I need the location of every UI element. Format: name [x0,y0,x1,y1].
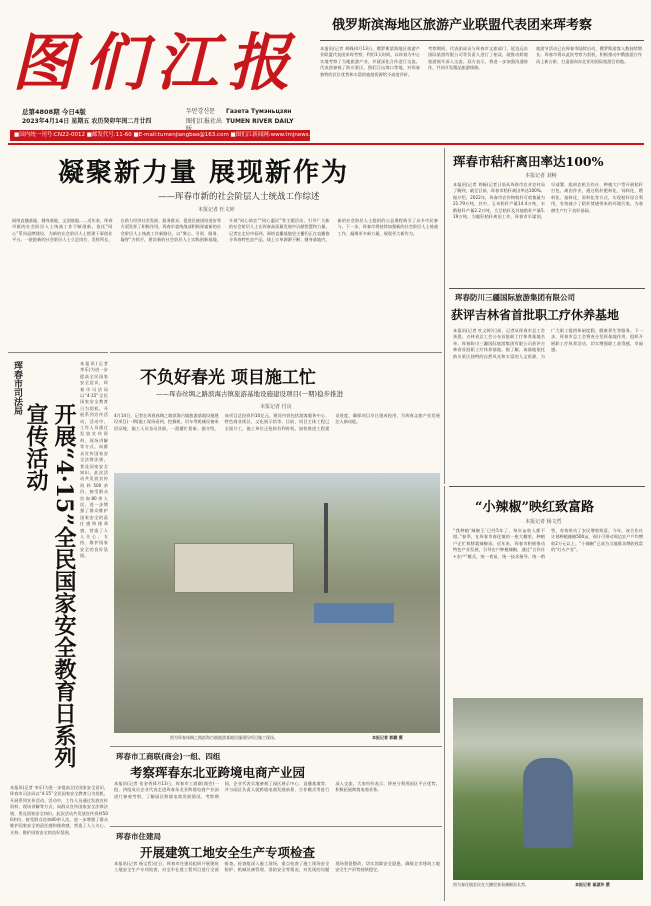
bottom-story-1 [110,746,442,826]
photo-building-frame [174,543,294,593]
name-english: TUMEN RIVER DAILY [226,118,294,125]
construction-site-photo [114,473,440,733]
bottom-story-2-body: 本报讯(记者 杨文哲)近日，珲春市住建局组织开展建筑工地安全生产专项检查，对全市在建工程项目进行全面排查。检查组深入施工现场，重点检查了施工现场安全防护、机械设备管理、消防安全等情况，对发现的问题现场督促整改，切实消除安全隐患，确保全市建筑工地安全生产形势持续稳定。 [114,861,440,873]
top-story [318,6,646,140]
bottom-story-2-headline: 开展建筑工地安全生产专项检查 [140,845,316,860]
bottom-story-1-kicker: 珲春市工商联(商会)一组、四组 [116,752,221,761]
main-story-body: 网络直播基地、健身基地、文创基地……近年来，珲春市新的社会阶层人士统战工作不断创新，依托“同心”系列品牌建设，为新的社会阶层人士搭建干事创业平台。一批批新的社会阶层人士立足岗位、发挥所长，在助力经济社会发展、服务群众、促进民族团结进步等方面发挥了积极作用。珲春市委统战部积极探索新的社会阶层人士统战工作新路径，以“聚心、引领、服务、凝智”为抓手，建设新的社会阶层人士实践创新基地，开展“同心助农”“同心惠民”等主题活动，引导广大新的社会阶层人士在珲春高质量发展中贡献智慧和力量。记者在走访中看到，网络直播基地里主播们正在直播推介珲春特色农产品，线上订单源源不断；健身基地内，新的社会阶层人士组织的公益课程吸引了众多市民参与。下一步，珲春市将持续加强新的社会阶层人士统战工作，凝聚更多新力量，展现更大新作为。 [12,218,439,243]
right-story-2-headline: 获评吉林省首批职工疗休养基地 [451,308,620,322]
issue-number: 总第4808期 今日4版 [22,108,86,116]
masthead-info-bar: ■国内统一刊号:CN22-0012 ■邮发代号:11-60 ■E-mail:tumenjiangbao@163.com ■图们江新闻网:www.tmjnews.net [10,130,310,141]
left-column-story [8,352,108,901]
right-story-2-kicker: 珲春防川三疆国际旅游集团有限公司 [455,293,575,302]
bottom-story-1-headline: 考察珲春东北亚跨境电商产业园 [130,765,306,780]
right-story-2-body: 本报讯(记者 杜文婷)日前，记者从珲春市总工会获悉，吉林省总工会公布首批职工疗休养基地名单，珲春防川三疆国际旅游集团有限公司获评吉林省首批职工疗休养基地。据了解，该基地依托防川景区独特的自然风光和丰富的人文资源，为广大职工提供休闲度假、健康养生等服务。下一步，珲春市总工会将充分发挥基地作用，组织开展职工疗休养活动，切实增强职工获得感、幸福感。 [453,328,643,359]
left-column-body: 本报讯(记者 李乐)为进一步提高全民国家安全意识，珲春市司法局以“4·15”全民国家安全教育日为契机，开展系列宣传活动。活动中，工作人员通过发放宣传资料、现场讲解等方式，向群众宣传国家安全法律法规，普及国家安全知识。此次活动共发放宣传资料500余份，接受群众咨询80余人次，进一步增强了群众维护国家安全的责任感和使命感，营造了人人关心、支持、维护国家安全的良好氛围。 [80,361,108,559]
top-story-col3: 旅游节活动已在珲春市陆续启动，俄罗斯游客人数持续增长。珲春市将以此次考察为契机，积极推动中俄旅游合作再上新台阶，打造面向东北亚的国际旅游目的地。 [536,46,642,64]
feature-caption: 图为珲春丝绸之路滨海古镇旅游基地设施建设项目施工现场。 [170,735,278,740]
masthead [0,0,311,138]
masthead-title: 图们江报 [12,26,301,99]
right-story-3 [444,486,644,901]
feature-author: 本报记者 付良 [260,404,292,410]
left-vertical-kicker: 珲春市司法局 [12,361,22,415]
top-story-col1: 本报讯(记者 胡峰)4月13日，俄罗斯滨海地区旅游产业联盟代表团来珲考察，利用1天时间，以珲春为中心实地考察了当地旅游产业，并就深化合作进行交流。代表团参观了防川景区、图们江出海口等地，对珲春独特的区位优势和丰富的旅游资源给予高度评价。 [320,46,420,77]
main-story [8,148,440,348]
top-story-headline: 俄罗斯滨海地区旅游产业联盟代表团来珲考察 [332,18,593,33]
photo-roof-blue [314,603,394,623]
feature-body: 4月14日，记者在珲春丝绸之路滨海古镇旅游基地设施建设项目(一期)施工现场看到，挖掘机、吊车等机械设备来回穿梭，施工人员各司其职，一派繁忙景象。据介绍，该项目总投资约10亿元，建设内容包括游客服务中心、特色商业街区、文化展示馆等。目前，项目主体工程已全面开工，施工单位正抢抓有利时机，加快推进工程建设进度，确保项目早日建成投用，为珲春文旅产业发展注入新动能。 [114,413,440,431]
main-story-subhead: ——珲春市新的社会阶层人士统战工作综述 [158,192,320,202]
left-vertical-headline: 开展“4·15”全民国家安全教育日系列宣传活动 [23,403,77,768]
right-story-3-body: “我种植‘辣椒王’已经5年了，每年亩收入都不错。”春季，在珲春市春化镇的一座大棚里，种植户正忙着移栽辣椒苗。近年来，珲春市积极推动特色产业发展，引导农户种植辣椒，通过“合作社+农户”模式，统一育苗、统一技术指导、统一销售，有效带动了农民增收致富。今年，该合作社计划种植辣椒500亩，预计可带动周边农户户均增收2万元以上。“小辣椒”已成为当地群众增收致富的“红火产业”。 [453,528,643,559]
name-korean: 두만강신문 [186,108,215,115]
right-story-3-photo-credit: 本报记者 崔淑玲 摄 [575,882,610,887]
publisher: 图们江报社出 [186,118,223,125]
divider [449,288,645,289]
right-story-1 [444,148,644,288]
issue-date: 2023年4月14日 星期五 农历癸卯年闰二月廿四 [22,118,152,125]
right-story-2 [444,288,644,484]
bottom-story-2-kicker: 珲春市住建局 [116,832,161,841]
divider [320,40,644,41]
photo-crane [324,503,328,593]
main-story-headline: 凝聚新力量 展现新作为 [58,158,350,188]
bottom-story-1-body: 本报讯(记者 张金秀)4月13日，珲春市工商联(商会)一组、四组成员企业代表走进珲春东北亚跨境电商产业园进行参观考察，了解园区跨境电商发展情况。考察期间，企业代表实地参观了园区展示中心、直播基地等，并与园区负责人就跨境电商发展前景、合作模式等进行深入交流。大家纷纷表示，将充分利用园区平台优势，积极拓展跨境电商业务。 [114,781,440,799]
divider [449,486,645,487]
left-column-body-continued: 本报讯(记者 李乐)为进一步提高全民国家安全意识，珲春市司法局以“4·15”全民国家安全教育日为契机，开展系列宣传活动。活动中，工作人员通过发放宣传资料、现场讲解等方式，向群众宣传国家安全法律法规，普及国家安全知识。此次活动共发放宣传资料500余份，接受群众咨询80余人次，进一步增强了群众维护国家安全的责任感和使命感，营造了人人关心、支持、维护国家安全的良好氛围。 [10,785,108,835]
right-story-1-headline: 珲春市秸秆离田率达100% [453,154,604,169]
feature-photo-credit: 本报记者 郭鹏 摄 [372,735,403,740]
right-story-3-caption: 图为春化镇农民在大棚里查看辣椒苗长势。 [453,882,529,887]
chili-greenhouse-photo [453,698,643,880]
main-story-author: 本报记者 杜文婷 [198,207,235,213]
top-story-col2: 考察期间，代表团成员与珲春市文旅部门、延边远东国际旅游有限公司等负责人进行了座谈，就推动跨境旅游展开深入交流。双方表示，将进一步加强沟通协作，共同开发精品旅游线路。 [428,46,528,71]
right-story-3-author: 本报记者 杨文哲 [525,519,562,525]
right-story-3-headline: “小辣椒”映红致富路 [475,500,594,515]
divider [8,143,644,145]
name-russian: Газета Тумэньцзян [226,108,292,115]
right-story-1-body: 本报讯(记者 刘畅)记者日前从珲春市农业农村局了解到，截至目前，珲春市秸秆离田率达100%。据介绍，2022年，珲春市农作物秸秆可收集量为21.79万吨，其中，玉米秸秆产量14.4万吨，水稻秸秆产量2.2万吨，大豆秸秆及其他秸秆产量5.19万吨。为做好秸秆离田工作，珲春市早谋划、早部署，组织农机合作社、种植大户等开展秸秆打包、离田作业，通过秸秆肥料化、饲料化、燃料化、基料化、原料化等方式，实现秸秆综合利用，有效减少了秸秆焚烧带来的环境污染，为春耕生产打下良好基础。 [453,182,643,220]
feature-headline: 不负好春光 项目施工忙 [140,368,316,388]
photo-figure [523,758,573,848]
right-story-1-author: 本报记者 刘畅 [525,173,557,179]
feature-story [110,352,442,744]
bottom-story-2 [110,826,442,901]
feature-subhead: ——珲春丝绸之路滨海古镇旅游基地设施建设项目(一期)稳步推进 [156,390,344,398]
